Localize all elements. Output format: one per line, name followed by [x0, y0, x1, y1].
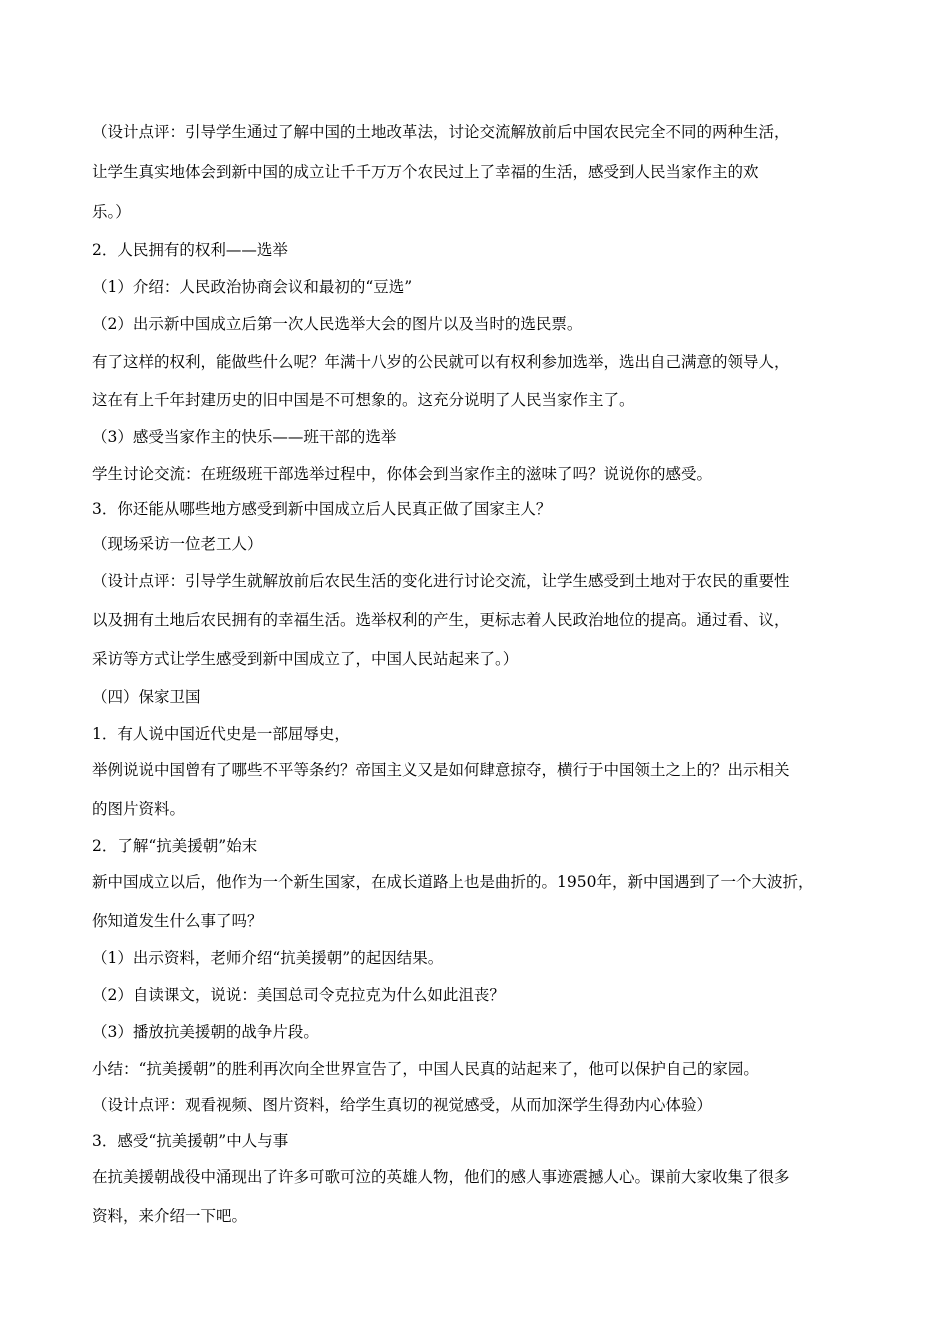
text-line: 的图片资料。 — [92, 800, 186, 818]
text-line: （设计点评：引导学生就解放前后农民生活的变化进行讨论交流，让学生感受到土地对于农民的重要性 — [92, 572, 790, 590]
text-line: 有了这样的权利，能做些什么呢？年满十八岁的公民就可以有权利参加选举，选出自己满意的领导人， — [92, 353, 790, 371]
section-heading: （四）保家卫国 — [92, 688, 201, 706]
section-heading: 1．有人说中国近代史是一部屈辱史， — [92, 725, 350, 743]
text-line: （现场采访一位老工人） — [92, 535, 263, 553]
text-line: 你知道发生什么事了吗？ — [92, 912, 263, 930]
text-line: 学生讨论交流：在班级班干部选举过程中，你体会到当家作主的滋味了吗？说说你的感受。 — [92, 465, 713, 483]
text-line: （3）感受当家作主的快乐——班干部的选举 — [92, 428, 397, 446]
text-line: （2）出示新中国成立后第一次人民选举大会的图片以及当时的选民票。 — [92, 315, 583, 333]
section-heading: 3．你还能从哪些地方感受到新中国成立后人民真正做了国家主人？ — [92, 500, 552, 518]
text-line: （设计点评：观看视频、图片资料，给学生真切的视觉感受，从而加深学生得劲内心体验） — [92, 1096, 713, 1114]
section-heading: 2．人民拥有的权利——选举 — [92, 241, 288, 259]
text-line: 资料，来介绍一下吧。 — [92, 1207, 248, 1225]
text-line: （3）播放抗美援朝的战争片段。 — [92, 1023, 319, 1041]
text-line: 举例说说中国曾有了哪些不平等条约？帝国主义又是如何肆意掠夺，横行于中国领土之上的？出示相关 — [92, 761, 790, 779]
text-line: （设计点评：引导学生通过了解中国的土地改革法，讨论交流解放前后中国农民完全不同的两种生活， — [92, 123, 790, 141]
text-line: 乐。） — [92, 203, 131, 221]
text-line: （1）介绍：人民政治协商会议和最初的“豆选” — [92, 278, 413, 296]
text-line: 新中国成立以后，他作为一个新生国家，在成长道路上也是曲折的。1950年，新中国遇到了一个大波折， — [92, 873, 814, 891]
text-line: 在抗美援朝战役中涌现出了许多可歌可泣的英雄人物，他们的感人事迹震撼人心。课前大家收集了很多 — [92, 1168, 790, 1186]
text-line: 让学生真实地体会到新中国的成立让千千万万个农民过上了幸福的生活，感受到人民当家作主的欢 — [92, 163, 759, 181]
text-line: 采访等方式让学生感受到新中国成立了，中国人民站起来了。） — [92, 650, 519, 668]
text-line: 这在有上千年封建历史的旧中国是不可想象的。这充分说明了人民当家作主了。 — [92, 391, 635, 409]
text-line: 小结：“抗美援朝”的胜利再次向全世界宣告了，中国人民真的站起来了，他可以保护自己的家园。 — [92, 1060, 759, 1078]
text-line: 以及拥有土地后农民拥有的幸福生活。选举权利的产生，更标志着人民政治地位的提高。通过看、议， — [92, 611, 790, 629]
text-line: （1）出示资料，老师介绍“抗美援朝”的起因结果。 — [92, 949, 444, 967]
section-heading: 2．了解“抗美援朝”始末 — [92, 837, 258, 855]
section-heading: 3．感受“抗美援朝”中人与事 — [92, 1132, 289, 1150]
text-line: （2）自读课文，说说：美国总司令克拉克为什么如此沮丧？ — [92, 986, 505, 1004]
